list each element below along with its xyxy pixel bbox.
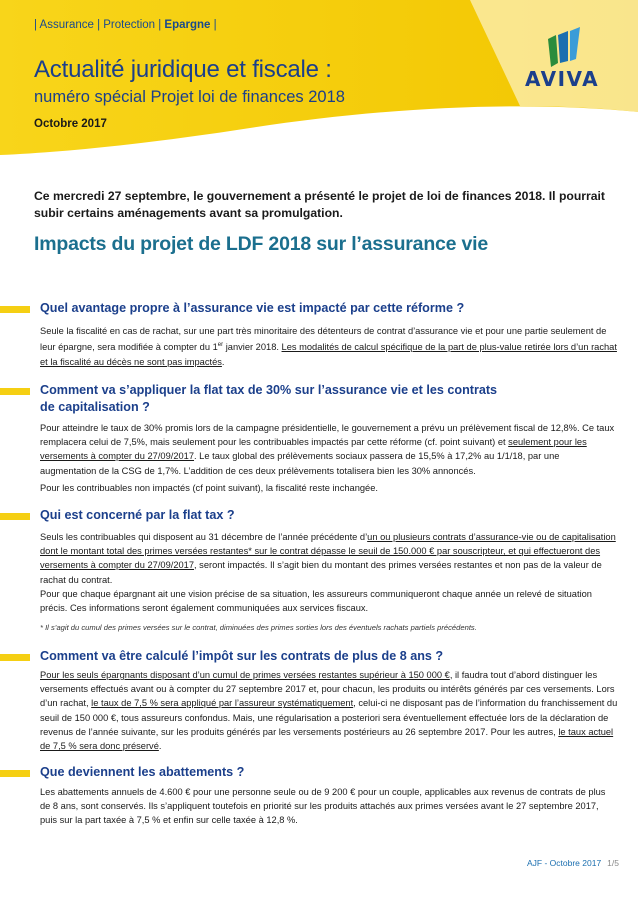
main-heading: Impacts du projet de LDF 2018 sur l’assurance vie: [34, 233, 489, 255]
link-taux-preserve[interactable]: le taux actuel de 7,5 % sera donc préservé: [40, 726, 614, 752]
section-title-5: Que deviennent les abattements ?: [40, 765, 245, 779]
link-versements[interactable]: seulement pour les versements à compter du 27/09/2017: [40, 437, 587, 462]
nav-item-active[interactable]: Epargne: [164, 19, 211, 31]
breadcrumb-nav: [34, 19, 217, 31]
section-marker: [0, 388, 30, 395]
section-5-text: Les abattements annuels de 4.600 € pour une personne seule ou de 9 200 € pour un couple, applicables aux revenus de contrats de plus de 8 ans, sont conservés. Ils s’appliquent toutefois en priorité sur les produits attachés aux primes versées avant le 27 septembre 2017, puis sur la part taxée à 7,5 % et enfin sur celle taxée à 12,8 %.: [40, 787, 606, 826]
link-taux-75[interactable]: le taux de 7,5 % sera appliqué par l’assureur systématiquement: [91, 698, 354, 709]
section-1-text: Seule la fiscalité en cas de rachat, sur une part très minoritaire des détenteurs de contrat d’assurance vie et pour une partie seulement de leur épargne, sera modifiée à compter du 1er janvier 2018. Les modalités de calcul spécifique de la part de plus-value retirée lors d’un rachat et la fiscalité au décès ne sont pas impactés.: [40, 326, 617, 367]
nav-end: |: [210, 19, 217, 31]
link-epargnants[interactable]: Pour les seuls épargnants disposant d’un cumul de primes versées restantes supérieur à 150 000 €: [40, 670, 450, 680]
section-2-text: Pour atteindre le taux de 30% promis lors de la campagne présidentielle, le gouvernement a prévu un prélèvement fiscal de 12,8%. Ce taux remplacera celui de 7,5%, mais seulement pour les contribuables impactés par cette réforme (cf. point suivant) et seulement pour les versements à compter du 27/09/2017. Le taux global des prélèvements sociaux passera de 15,5% à 17,2% au 1/1/18, par une augmentation de la CSG de 1,7%. L’addition de ces deux prélèvements totalisera bien les 30% annoncés.: [40, 423, 615, 476]
section-title-4: Comment va être calculé l’impôt sur les contrats de plus de 8 ans ?: [40, 649, 444, 663]
section-3-text-2: Pour que chaque épargnant ait une vision précise de sa situation, les assureurs communiqueront chaque année un relevé de situation précis. Ces informations seront également communiquées aux services fiscaux.: [40, 589, 592, 614]
issue-date: Octobre 2017: [34, 118, 107, 130]
intro-paragraph: Ce mercredi 27 septembre, le gouvernement a présenté le projet de loi de finances 2018. Il pourrait subir certains aménagements avant sa promulgation.: [34, 189, 605, 220]
page-title: Actualité juridique et fiscale :: [34, 56, 332, 83]
section-3-text: Seuls les contribuables qui disposent au 31 décembre de l’année précédente d’un ou plusieurs contrats d’assurance-vie ou de capitalisation dont le montant total des primes versées restantes* sur le contrat dépasse le seuil de 150.000 € par souscripteur, et qui effectueront des versements à compter du 27/09/2017, seront impactés. Il s’agit bien du montant des primes versées restantes et non pas de la valeur de rachat du contrat.: [40, 532, 616, 585]
page-header: [0, 0, 638, 158]
section-title-3: Qui est concerné par la flat tax ?: [40, 508, 235, 522]
footer-label: AJF - Octobre 2017: [527, 858, 602, 868]
link-contrats[interactable]: un ou plusieurs contrats d’assurance-vie ou de capitalisation dont le montant total des primes versées restantes* sur le contrat dépasse le seuil de 150.000 € par souscripteur, et qui effectueront des versements à compter du 27/09/2017: [40, 532, 616, 571]
section-marker: [0, 513, 30, 520]
section-4-text: Pour les seuls épargnants disposant d’un cumul de primes versées restantes supérieur à 150 000 €, il faudra tout d’abord distinguer les versements effectués avant ou à compter du 27 septembre 2017 et, pour chacun, les produits ou intérêts générés par ces versements. Lors d’un rachat, le taux de 7,5 % sera appliqué par l’assureur systématiquement, celui-ci ne disposant pas de l’information du franchissement du seuil de 150 000 €, tous assureurs confondus. Mais, une régularisation a posteriori sera éventuellement effectuée lors de la déclaration de revenus de l’année suivante, sur les produits générés par les versements postérieurs au 26 septembre 2017. Pour les autres, le taux actuel de 7,5 % sera donc préservé.: [40, 670, 618, 752]
section-title-1: Quel avantage propre à l’assurance vie est impacté par cette réforme ?: [40, 301, 465, 315]
link-modalites[interactable]: Les modalités de calcul spécifique de la part de plus-value retirée lors d’un rachat et la fiscalité au décès ne sont pas impactés: [40, 342, 617, 367]
nav-items[interactable]: | Assurance | Protection |: [34, 19, 165, 31]
page-footer: [527, 858, 619, 868]
page-number: 1/5: [607, 858, 619, 868]
section-marker: [0, 306, 30, 313]
logo-text: AVIVA: [525, 67, 600, 91]
section-2-text-2: Pour les contribuables non impactés (cf point suivant), la fiscalité reste inchangée.: [40, 483, 378, 493]
section-marker: [0, 654, 30, 661]
section-marker: [0, 770, 30, 777]
page-subtitle: numéro spécial Projet loi de finances 2018: [34, 88, 345, 106]
section-title-2: Comment va s’appliquer la flat tax de 30% sur l’assurance vie et les contrats de capitalisation ?: [40, 383, 498, 414]
footnote: * Il s’agit du cumul des primes versées sur le contrat, diminuées des primes sorties lors des éventuels rachats partiels précédents.: [40, 623, 477, 632]
